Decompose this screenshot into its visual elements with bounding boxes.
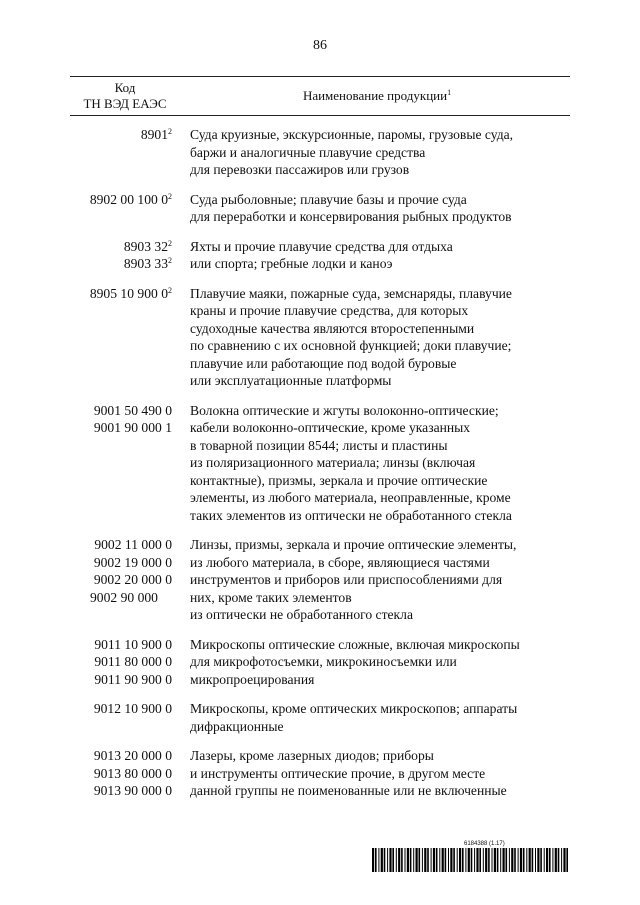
tnved-code-text: 9013 90 000 0 bbox=[93, 783, 172, 798]
barcode-bar bbox=[392, 848, 394, 872]
barcode-bar bbox=[462, 848, 464, 872]
description-line: Суда круизные, экскурсионные, паромы, грузовые суда, bbox=[190, 127, 514, 142]
tnved-code bbox=[70, 571, 172, 589]
tnved-code-text: 8903 33 bbox=[123, 256, 168, 271]
description-line: инструментов и приборов или приспособлениями для bbox=[190, 572, 503, 587]
description-line: из любого материала, в сборе, являющиеся частями bbox=[190, 554, 490, 570]
table-row bbox=[70, 126, 570, 179]
barcode-bar bbox=[523, 848, 525, 872]
description-line: Микроскопы оптические сложные, включая микроскопы bbox=[190, 636, 520, 652]
barcode-bar bbox=[453, 848, 455, 872]
product-description bbox=[180, 402, 570, 525]
description-line: и инструменты оптические прочие, в другом месте bbox=[190, 765, 486, 781]
barcode-bar bbox=[492, 848, 493, 872]
tnved-code bbox=[70, 402, 172, 420]
code-footnote: 2 bbox=[168, 191, 172, 201]
barcode-bar bbox=[566, 848, 568, 872]
barcode-bar bbox=[546, 848, 548, 872]
page-number: 86 bbox=[313, 38, 327, 53]
barcode-bar bbox=[372, 848, 374, 872]
description-line: баржи и аналогичные плавучие средства bbox=[190, 144, 426, 160]
barcode-bar bbox=[450, 848, 452, 872]
description-line: или спорта; гребные лодки и каноэ bbox=[190, 256, 393, 271]
barcode-label: 6184388 (1.17) bbox=[464, 841, 505, 847]
tnved-code bbox=[70, 126, 172, 144]
description-line: из оптически не обработанного стекла bbox=[190, 607, 413, 622]
code-footnote: 2 bbox=[168, 127, 172, 136]
table-row bbox=[70, 238, 570, 273]
barcode-bar bbox=[459, 848, 461, 872]
table-row bbox=[70, 536, 570, 624]
barcode-bar bbox=[431, 848, 432, 872]
description-line: Суда рыболовные; плавучие базы и прочие суда bbox=[190, 191, 467, 207]
barcode-bar bbox=[563, 848, 565, 872]
barcode-bar bbox=[442, 848, 444, 872]
barcode-bar bbox=[549, 848, 551, 872]
barcode-bar bbox=[448, 848, 449, 872]
description-line: Линзы, призмы, зеркала и прочие оптические элементы, bbox=[190, 537, 517, 552]
barcode-bar bbox=[416, 848, 418, 872]
description-line: элементы, из любого материала, неоправленные, кроме bbox=[190, 490, 511, 505]
tnved-code bbox=[70, 782, 172, 800]
barcode-bar bbox=[532, 848, 534, 872]
row-codes bbox=[70, 402, 180, 525]
description-line: данной группы не поименованные или не включенные bbox=[190, 783, 507, 798]
barcode-bar bbox=[419, 848, 421, 872]
tnved-code bbox=[70, 285, 172, 303]
description-line: для микрофотосъемки, микрокиносъемки или bbox=[190, 654, 457, 669]
description-line: таких элементов из оптически не обработанного стекла bbox=[190, 507, 512, 523]
row-codes bbox=[70, 285, 180, 390]
tnved-code-text: 9002 19 000 0 bbox=[93, 554, 172, 570]
tnved-code bbox=[70, 536, 172, 554]
code-footnote: 2 bbox=[168, 285, 172, 295]
barcode-bar bbox=[424, 848, 426, 872]
row-codes bbox=[70, 700, 180, 735]
barcode-bar bbox=[518, 848, 519, 872]
description-line: дифракционные bbox=[190, 718, 284, 734]
barcode-bar bbox=[401, 848, 403, 872]
barcode-bar bbox=[494, 848, 496, 872]
tnved-code bbox=[70, 554, 172, 572]
row-codes bbox=[70, 126, 180, 179]
tnved-code bbox=[70, 671, 172, 689]
barcode-bar bbox=[558, 848, 560, 872]
description-line: микропроецирования bbox=[190, 671, 315, 687]
product-description bbox=[180, 536, 570, 624]
barcode-bar bbox=[535, 848, 536, 872]
tnved-code-text: 9013 80 000 0 bbox=[93, 765, 172, 781]
description-line: Яхты и прочие плавучие средства для отдыха bbox=[190, 238, 453, 254]
barcode-bar bbox=[514, 848, 516, 872]
product-description bbox=[180, 636, 570, 689]
code-header-line2: ТН ВЭД ЕАЭС bbox=[83, 96, 167, 111]
barcode-bar bbox=[511, 848, 513, 872]
barcode-bar bbox=[520, 848, 522, 872]
barcode-bar bbox=[479, 848, 481, 872]
barcode-bar bbox=[439, 848, 440, 872]
tnved-code bbox=[70, 589, 172, 607]
description-line: Плавучие маяки, пожарные суда, земснаряды, плавучие bbox=[190, 285, 512, 301]
barcode-bar bbox=[396, 848, 397, 872]
tnved-code-text: 9002 11 000 0 bbox=[94, 537, 172, 552]
barcode-bar bbox=[544, 848, 545, 872]
barcode-bar bbox=[405, 848, 406, 872]
description-line: для перевозки пассажиров или грузов bbox=[190, 162, 410, 177]
barcode-bar bbox=[375, 848, 377, 872]
table-header bbox=[70, 76, 570, 116]
code-column-header bbox=[70, 80, 180, 112]
tnved-code-text: 8903 32 bbox=[123, 238, 168, 254]
barcode-bar bbox=[476, 848, 478, 872]
barcode-bar bbox=[540, 848, 542, 872]
tnved-code-text: 9001 90 000 1 bbox=[93, 420, 172, 435]
barcode-bar bbox=[537, 848, 539, 872]
barcode-bar bbox=[445, 848, 447, 872]
code-footnote: 2 bbox=[168, 238, 172, 248]
table-row bbox=[70, 700, 570, 735]
barcode-bar bbox=[468, 848, 470, 872]
description-line: плавучие или работающие под водой буровые bbox=[190, 355, 457, 371]
description-line: в товарной позиции 8544; листы и пластины bbox=[190, 437, 448, 453]
description-line: кабели волоконно-оптические, кроме указанных bbox=[190, 420, 471, 435]
barcode-bar bbox=[387, 848, 388, 872]
row-codes bbox=[70, 636, 180, 689]
table-row bbox=[70, 191, 570, 226]
barcode-bar bbox=[407, 848, 409, 872]
barcode-bar bbox=[474, 848, 475, 872]
barcode-bar bbox=[552, 848, 553, 872]
barcode-bar bbox=[389, 848, 391, 872]
tnved-code bbox=[70, 191, 172, 209]
table-body bbox=[70, 126, 570, 800]
tnved-code-text: 9011 90 900 0 bbox=[94, 671, 172, 687]
barcode-bar bbox=[509, 848, 510, 872]
barcode-bar bbox=[497, 848, 499, 872]
tnved-code bbox=[70, 653, 172, 671]
product-description bbox=[180, 191, 570, 226]
description-line: Волокна оптические и жгуты волоконно-оптические; bbox=[190, 402, 499, 418]
tnved-code bbox=[70, 255, 172, 273]
product-table bbox=[70, 76, 570, 800]
description-line: из поляризационного материала; линзы (включая bbox=[190, 455, 476, 470]
barcode-bar bbox=[410, 848, 412, 872]
barcode-bar bbox=[457, 848, 458, 872]
barcode-bar bbox=[488, 848, 490, 872]
tnved-code bbox=[70, 700, 172, 718]
row-codes bbox=[70, 191, 180, 226]
description-line: них, кроме таких элементов bbox=[190, 589, 352, 605]
barcode-bar bbox=[384, 848, 386, 872]
tnved-code-text: 9001 50 490 0 bbox=[93, 402, 172, 418]
table-row bbox=[70, 636, 570, 689]
barcode-image bbox=[372, 848, 568, 872]
description-line: Микроскопы, кроме оптических микроскопов; аппараты bbox=[190, 701, 518, 716]
table-row bbox=[70, 285, 570, 390]
tnved-code-text: 9002 20 000 0 bbox=[93, 572, 172, 587]
barcode-bar bbox=[561, 848, 562, 872]
description-line: судоходные качества являются второстепенными bbox=[190, 320, 475, 336]
tnved-code bbox=[70, 238, 172, 256]
tnved-code bbox=[70, 765, 172, 783]
row-codes bbox=[70, 238, 180, 273]
description-line: для переработки и консервирования рыбных продуктов bbox=[190, 209, 512, 224]
tnved-code-text: 9013 20 000 0 bbox=[93, 748, 172, 763]
product-description bbox=[180, 238, 570, 273]
tnved-code-text: 9012 10 900 0 bbox=[93, 701, 172, 716]
barcode-bar bbox=[398, 848, 400, 872]
tnved-code bbox=[70, 419, 172, 437]
barcode-bar bbox=[433, 848, 435, 872]
row-codes bbox=[70, 747, 180, 800]
barcode-bar bbox=[529, 848, 531, 872]
barcode-bar bbox=[485, 848, 487, 872]
barcode-bar bbox=[427, 848, 429, 872]
product-description bbox=[180, 285, 570, 390]
barcode-bar bbox=[413, 848, 414, 872]
barcode-bar bbox=[378, 848, 379, 872]
name-column-header bbox=[180, 88, 570, 104]
barcode-bar bbox=[436, 848, 438, 872]
tnved-code bbox=[70, 636, 172, 654]
product-description bbox=[180, 700, 570, 735]
barcode-bar bbox=[422, 848, 423, 872]
row-codes bbox=[70, 536, 180, 624]
description-line: или эксплуатационные платформы bbox=[190, 373, 392, 388]
barcode-bar bbox=[471, 848, 473, 872]
tnved-code-text: 8902 00 100 0 bbox=[89, 191, 168, 207]
barcode-bar bbox=[506, 848, 508, 872]
tnved-code-text: 8901 bbox=[140, 127, 168, 142]
description-line: Лазеры, кроме лазерных диодов; приборы bbox=[190, 748, 434, 763]
barcode-bar bbox=[500, 848, 501, 872]
tnved-code-text: 9011 10 900 0 bbox=[94, 636, 172, 652]
name-header-footnote: 1 bbox=[447, 88, 452, 97]
code-header-line1: Код bbox=[114, 80, 136, 95]
name-header-text: Наименование продукции bbox=[302, 88, 448, 103]
table-row bbox=[70, 747, 570, 800]
barcode-bar bbox=[381, 848, 383, 872]
tnved-code-text: 8905 10 900 0 bbox=[89, 285, 168, 301]
barcode-bar bbox=[465, 848, 466, 872]
barcode-bar bbox=[526, 848, 527, 872]
barcode-bar bbox=[503, 848, 505, 872]
tnved-code bbox=[70, 747, 172, 765]
product-description bbox=[180, 747, 570, 800]
barcode-bar bbox=[483, 848, 484, 872]
description-line: контактные), призмы, зеркала и прочие оптические bbox=[190, 472, 488, 488]
tnved-code-text: 9002 90 000 bbox=[90, 589, 158, 605]
product-description bbox=[180, 126, 570, 179]
tnved-code-text: 9011 80 000 0 bbox=[94, 654, 172, 669]
code-footnote: 2 bbox=[168, 256, 172, 265]
description-line: по сравнению с их основной функцией; доки плавучие; bbox=[190, 338, 512, 353]
table-row bbox=[70, 402, 570, 525]
barcode-bar bbox=[555, 848, 557, 872]
description-line: краны и прочие плавучие средства, для которых bbox=[190, 303, 469, 318]
